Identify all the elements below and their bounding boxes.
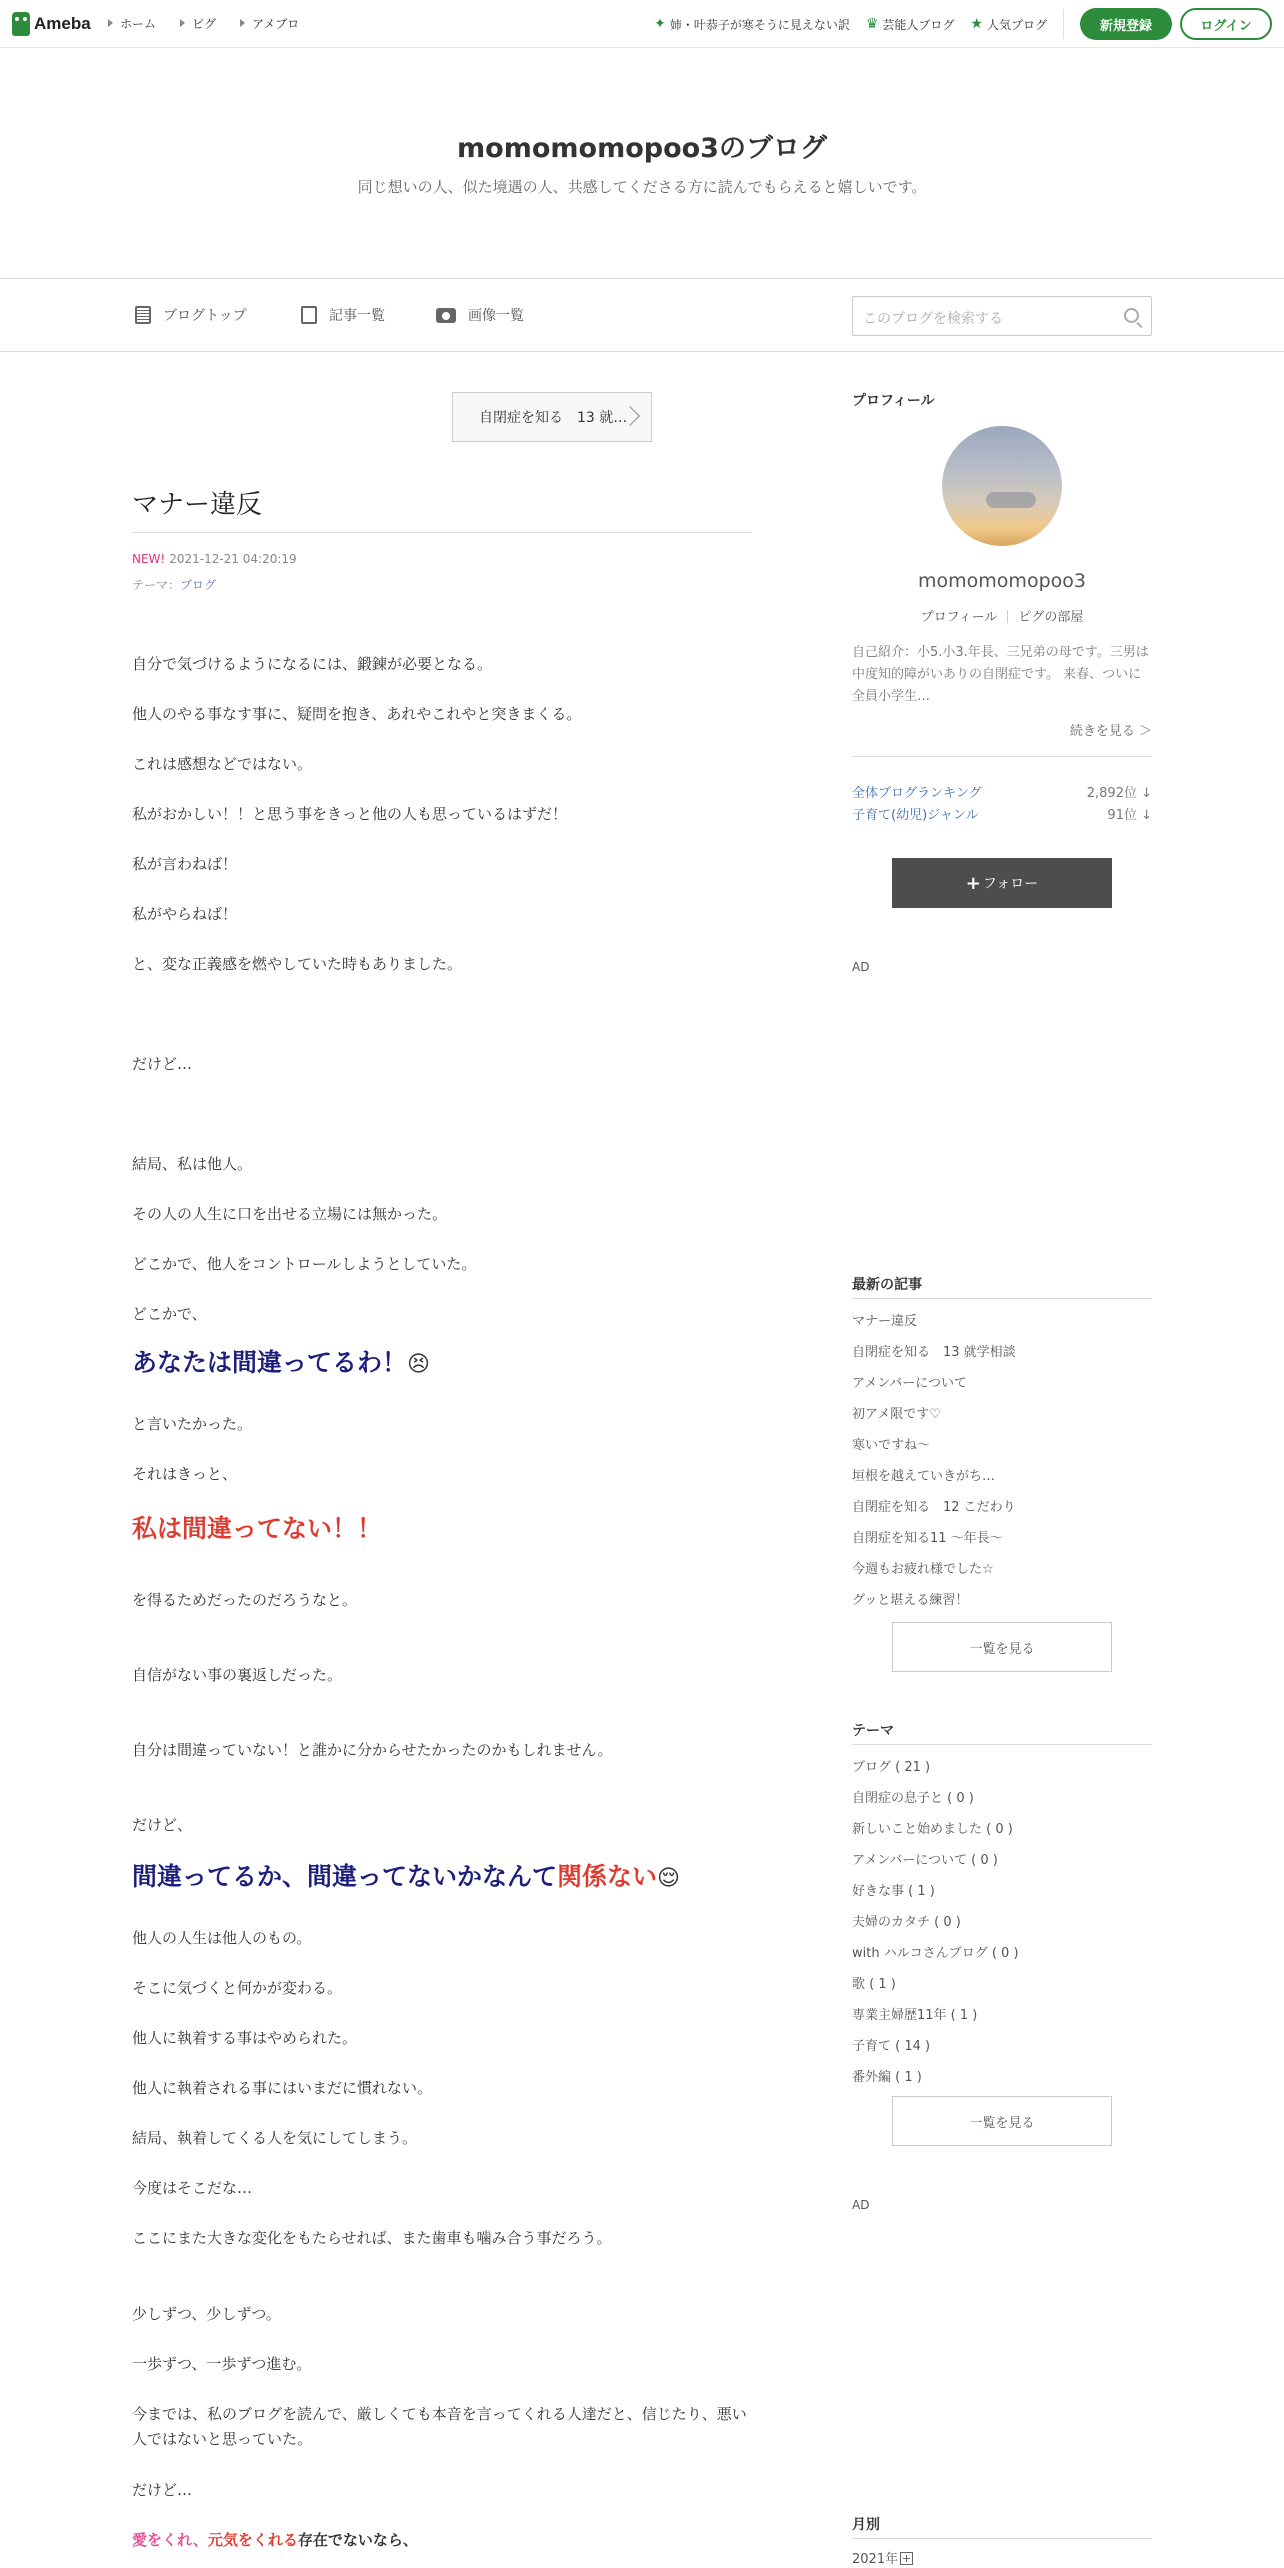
theme-item[interactable]: アメンバーについて ( 0 ) [852,1853,998,1868]
latest-item[interactable]: 初アメ限です♡ [852,1407,941,1422]
ad-label: AD [852,2198,870,2212]
theme-item[interactable]: 自閉症の息子と ( 0 ) [852,1791,974,1806]
paragraph: と言いたかった。 [132,1415,253,1433]
paragraph: 結局、執着してくる人を気にしてしまう。 [132,2129,418,2147]
theme-heading: テーマ [852,1723,894,1739]
latest-item[interactable]: 垣根を越えていきがち… [852,1469,996,1484]
latest-item[interactable]: マナー違反 [852,1314,918,1329]
divider [852,1744,1152,1745]
paragraph: 自分で気づけるようになるには、鍛錬が必要となる。 [132,655,493,673]
profile-link[interactable]: プロフィール [920,610,998,625]
header-link-popular[interactable]: ★ 人気ブログ [970,16,1047,32]
latest-item[interactable]: 自閉症を知る 12 こだわり [852,1500,1016,1515]
logo-text: Ameba [34,14,91,33]
theme-item[interactable]: with ハルコさんブログ ( 0 ) [852,1946,1019,1961]
relieved-emoji-icon: 😌 [657,1866,680,1891]
paragraph: そこに気づくと何かが変わる。 [132,1979,343,1997]
search-icon[interactable] [1124,308,1139,323]
frustrated-emoji-icon: 😣 [407,1352,430,1377]
paragraph: どこかで、他人をコントロールしようとしていた。 [132,1255,477,1273]
latest-item[interactable]: グッと堪える練習！ [852,1593,969,1608]
profile-links [852,606,1152,625]
follow-button[interactable]: + フォロー [892,858,1112,908]
article-theme: テーマ：ブログ [132,578,217,592]
ranking-row[interactable]: 全体ブログランキング 2,892位 ↓ [852,786,1152,801]
paragraph: 一歩ずつ、一歩ずつ進む。 [132,2355,312,2373]
nav-pig[interactable]: ピグ [180,15,216,32]
nav-home[interactable]: ホーム [108,15,156,32]
read-more-link[interactable]: 続きを見る ＞ [1069,724,1152,739]
plus-icon: + [965,872,981,894]
paragraph: 他人の人生は他人のもの。 [132,1929,312,1947]
paragraph: だけど… [132,2481,193,2499]
crown-icon: ♛ [865,16,879,32]
paragraph: 今までは、私のブログを読んで、厳しくても本音を言ってくれる人達だと、信じたり、悪い人ではないと思っていた。 [132,2405,747,2448]
paragraph: 愛をくれ、元気をくれる存在でないなら、 [132,2531,418,2549]
expand-icon[interactable] [900,2552,913,2565]
triangle-icon [108,19,113,27]
theme-link[interactable]: ブログ [180,578,217,592]
article-meta [132,552,297,566]
ameba-logo-icon [12,12,30,36]
profile-intro: 自己紹介：小5.小3.年長、三兄弟の母です。三男は中度知的障がいありの自閉症です。 来春、ついに全員小学生… [852,645,1149,704]
theme-item[interactable]: 専業主婦歴11年 ( 1 ) [852,2008,978,2023]
document-icon [135,306,151,324]
global-nav [108,15,323,32]
sparkle-icon: ✦ [654,16,666,32]
theme-item[interactable]: 子育て ( 14 ) [852,2039,931,2054]
paragraph: だけど、 [132,1816,193,1834]
article-title[interactable]: マナー違反 [132,490,263,520]
emphasis-heading: あなたは間違ってるわ！😣 [132,1348,430,1377]
theme-item[interactable]: ブログ ( 21 ) [852,1760,931,1775]
prev-article-link[interactable]: 自閉症を知る 13 就… [452,392,652,442]
emphasis-heading: 間違ってるか、間違ってないかなんて関係ない😌 [132,1862,680,1891]
see-all-themes-button[interactable]: 一覧を見る [892,2096,1112,2146]
divider [1007,610,1008,623]
paragraph: ここにまた大きな変化をもたらせれば、また歯車も噛み合う事だろう。 [132,2229,612,2247]
divider [852,756,1152,757]
article-date: 2021-12-21 04:20:19 [169,552,297,566]
year-archive[interactable]: 2021年 [852,2548,913,2567]
avatar[interactable] [942,426,1062,546]
theme-item[interactable]: 番外編 ( 1 ) [852,2070,922,2085]
paragraph: を得るためだったのだろうなと。 [132,1591,358,1609]
register-button[interactable]: 新規登録 [1080,8,1172,40]
latest-item[interactable]: 寒いですね〜 [852,1438,931,1453]
triangle-icon [180,19,185,27]
divider [852,1298,1152,1299]
paragraph: 結局、私は他人。 [132,1155,253,1173]
divider [132,532,752,533]
cloud-shape [986,492,1036,508]
nav-image-list[interactable]: 画像一覧 [436,305,524,325]
paragraph: 他人のやる事なす事に、疑問を抱き、あれやこれやと突きまくる。 [132,705,582,723]
paragraph: それはきっと、 [132,1465,238,1483]
latest-item[interactable]: 今週もお疲れ様でした☆ [852,1562,994,1577]
blog-search-input[interactable]: このブログを検索する [852,296,1152,336]
triangle-icon [240,19,245,27]
header-link-celebrity[interactable]: ♛ 芸能人ブログ [865,16,955,32]
paragraph: 他人に執着する事はやめられた。 [132,2029,358,2047]
star-icon: ★ [970,16,983,32]
latest-item[interactable]: アメンバーについて [852,1376,968,1391]
paragraph: どこかで、 [132,1305,207,1323]
theme-item[interactable]: 好きな事 ( 1 ) [852,1884,935,1899]
ameba-logo[interactable] [12,11,91,37]
paragraph: だけど… [132,1055,193,1073]
pig-room-link[interactable]: ピグの部屋 [1018,610,1084,625]
ranking-row[interactable]: 子育て(幼児)ジャンル 91位 ↓ [852,808,1152,823]
nav-ameblo[interactable]: アメブロ [240,15,299,32]
blog-nav [0,278,1284,352]
header-link-trend[interactable]: ✦ 姉・叶恭子が寒そうに見えない訳 [654,16,850,32]
paragraph: と、変な正義感を燃やしていた時もありました。 [132,955,463,973]
latest-heading: 最新の記事 [852,1277,922,1293]
paragraph: これは感想などではない。 [132,755,313,773]
blog-description: 同じ想いの人、似た境遇の人、共感してくださる方に読んでもらえると嬉しいです。 [357,178,927,196]
latest-item[interactable]: 自閉症を知る11 〜年長〜 [852,1531,1003,1546]
paragraph: 自分は間違っていない！と誰かに分からせたかったのかもしれません。 [132,1741,613,1759]
new-badge: NEW! [132,552,166,566]
paragraph: 少しずつ、少しずつ。 [132,2305,281,2323]
paragraph: 今度はそこだな… [132,2179,253,2197]
see-all-latest-button[interactable]: 一覧を見る [892,1622,1112,1672]
copy-icon [301,306,317,324]
global-header [0,0,1284,48]
monthly-heading: 月別 [852,2517,880,2533]
paragraph: 私がやらねば！ [132,905,238,923]
nav-article-list[interactable]: 記事一覧 [301,305,385,325]
paragraph: その人の人生に口を出せる立場には無かった。 [132,1205,448,1223]
paragraph: 私がおかしい！！と思う事をきっと他の人も思っているはずだ！ [132,805,568,823]
nav-blog-top[interactable]: ブログトップ [135,305,247,325]
global-header-right [638,8,1272,40]
divider [1063,9,1064,39]
paragraph: 他人に執着される事にはいまだに慣れない。 [132,2079,433,2097]
login-button[interactable]: ログイン [1180,8,1272,40]
paragraph: 自信がない事の裏返しだった。 [132,1666,343,1684]
theme-item[interactable]: 歌 ( 1 ) [852,1977,896,1992]
profile-heading: プロフィール [852,393,935,409]
divider [852,2538,1152,2539]
emphasis-heading: 私は間違ってない！！ [132,1514,383,1543]
latest-item[interactable]: 自閉症を知る 13 就学相談 [852,1345,1016,1360]
blog-title[interactable]: momomomopoo3のブログ [457,133,827,164]
camera-icon [436,308,456,323]
profile-name[interactable]: momomomopoo3 [918,570,1086,592]
ad-label: AD [852,960,870,974]
paragraph: 私が言わねば！ [132,855,238,873]
theme-item[interactable]: 新しいこと始めました ( 0 ) [852,1822,1013,1837]
theme-item[interactable]: 夫婦のカタチ ( 0 ) [852,1915,961,1930]
